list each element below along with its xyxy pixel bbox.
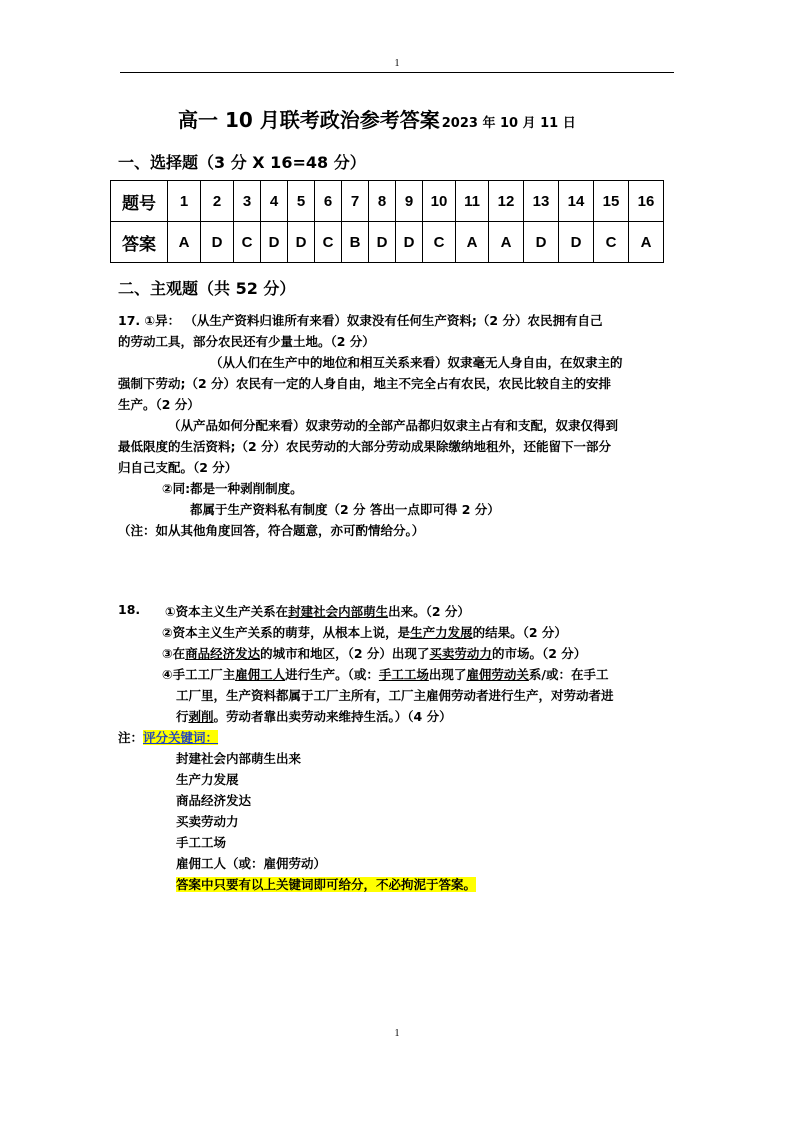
question-number-cell: 9 (396, 181, 423, 222)
question-number-cell: 6 (315, 181, 342, 222)
answer-cell: A (168, 222, 201, 263)
answer-cell: D (559, 222, 594, 263)
question-number-cell: 16 (629, 181, 664, 222)
question-number-cell: 15 (594, 181, 629, 222)
q17-line-9: ②同:都是一种剥削制度。 (162, 481, 303, 496)
q18-point-4: ④手工工厂主雇佣工人进行生产。（或：手工工场出现了雇佣劳动关系/或：在手工 (162, 667, 609, 682)
answer-table (110, 180, 664, 263)
row-header-number: 题号 (111, 181, 168, 222)
q17-line-1: 17. ①异： （从生产资料归谁所有来看）奴隶没有任何生产资料;（2 分）农民拥有自己 (118, 313, 603, 328)
answer-cell: C (315, 222, 342, 263)
q18-point-1: ①资本主义生产关系在封建社会内部萌生出来。（2 分） (165, 604, 470, 619)
answer-cell: D (524, 222, 559, 263)
answer-cell: D (369, 222, 396, 263)
title-main: 高一 10 月联考政治参考答案 (178, 108, 440, 132)
q18-point-4-end: 行剥削。劳动者靠出卖劳动来维持生活。）（4 分） (176, 709, 452, 724)
note-prefix: 注： (118, 730, 144, 745)
answer-cell: D (201, 222, 234, 263)
q17-line-2: 的劳动工具，部分农民还有少量土地。（2 分） (118, 334, 375, 349)
q18-point-4-cont: 工厂里，生产资料都属于工厂主所有，工厂主雇佣劳动者进行生产，对劳动者进 (176, 688, 614, 703)
question-number-cell: 11 (456, 181, 489, 222)
section-2-heading: 二、主观题（共 52 分） (118, 279, 296, 298)
section-1-heading: 一、选择题（3 分 X 16=48 分） (118, 153, 366, 172)
answer-cell: C (234, 222, 261, 263)
keyword-instruction: 答案中只要有以上关键词即可给分，不必拘泥于答案。 (176, 877, 477, 892)
q18-point-3: ③在商品经济发达的城市和地区，（2 分）出现了买卖劳动力的市场。（2 分） (162, 646, 587, 661)
answer-cell: D (396, 222, 423, 263)
answer-cell: A (489, 222, 524, 263)
question-number-cell: 12 (489, 181, 524, 222)
q17-note: （注：如从其他角度回答，符合题意，亦可酌情给分。） (118, 523, 425, 538)
answer-cell: D (261, 222, 288, 263)
question-number-cell: 4 (261, 181, 288, 222)
keyword-item: 买卖劳动力 (176, 814, 239, 829)
answer-cell: A (629, 222, 664, 263)
answer-cell: C (423, 222, 456, 263)
answer-row (111, 222, 664, 263)
answer-cell: D (288, 222, 315, 263)
document-title (178, 104, 576, 133)
q18-number: 18. (118, 602, 141, 617)
question-number-cell: 3 (234, 181, 261, 222)
keyword-item: 雇佣工人（或：雇佣劳动） (176, 856, 327, 871)
question-number-cell: 1 (168, 181, 201, 222)
question-number-cell: 8 (369, 181, 396, 222)
q17-line-6: （从产品如何分配来看）奴隶劳动的全部产品都归奴隶主占有和支配，奴隶仅得到 (168, 418, 619, 433)
keyword-item: 封建社会内部萌生出来 (176, 751, 302, 766)
q17-line-8: 归自己支配。（2 分） (118, 460, 238, 475)
keyword-item: 生产力发展 (176, 772, 239, 787)
keyword-item: 商品经济发达 (176, 793, 252, 808)
q17-line-4: 强制下劳动;（2 分）农民有一定的人身自由，地主不完全占有农民，农民比较自主的安排 (118, 376, 612, 391)
q17-line-7: 最低限度的生活资料;（2 分）农民劳动的大部分劳动成果除缴纳地租外，还能留下一部分 (118, 439, 612, 454)
q18-point-2: ②资本主义生产关系的萌芽，从根本上说，是生产力发展的结果。（2 分） (162, 625, 567, 640)
keyword-label: 评分关键词： (143, 730, 219, 745)
question-number-cell: 5 (288, 181, 315, 222)
scoring-note (118, 728, 218, 746)
q17-line-5: 生产。（2 分） (118, 397, 200, 412)
row-header-answer: 答案 (111, 222, 168, 263)
title-date: 2023 年 10 月 11 日 (441, 116, 576, 131)
header-rule (120, 72, 674, 73)
question-number-cell: 13 (524, 181, 559, 222)
q17-line-3: （从人们在生产中的地位和相互关系来看）奴隶毫无人身自由，在奴隶主的 (210, 355, 623, 370)
answer-cell: B (342, 222, 369, 263)
answer-cell: C (594, 222, 629, 263)
q17-line-10: 都属于生产资料私有制度（2 分 答出一点即可得 2 分） (190, 502, 500, 517)
question-number-row (111, 181, 664, 222)
question-number-cell: 14 (559, 181, 594, 222)
question-number-cell: 10 (423, 181, 456, 222)
question-number-cell: 7 (342, 181, 369, 222)
answer-cell: A (456, 222, 489, 263)
header-page-number: 1 (394, 58, 400, 69)
keyword-item: 手工工场 (176, 835, 227, 850)
footer-page-number: 1 (394, 1028, 400, 1039)
question-number-cell: 2 (201, 181, 234, 222)
